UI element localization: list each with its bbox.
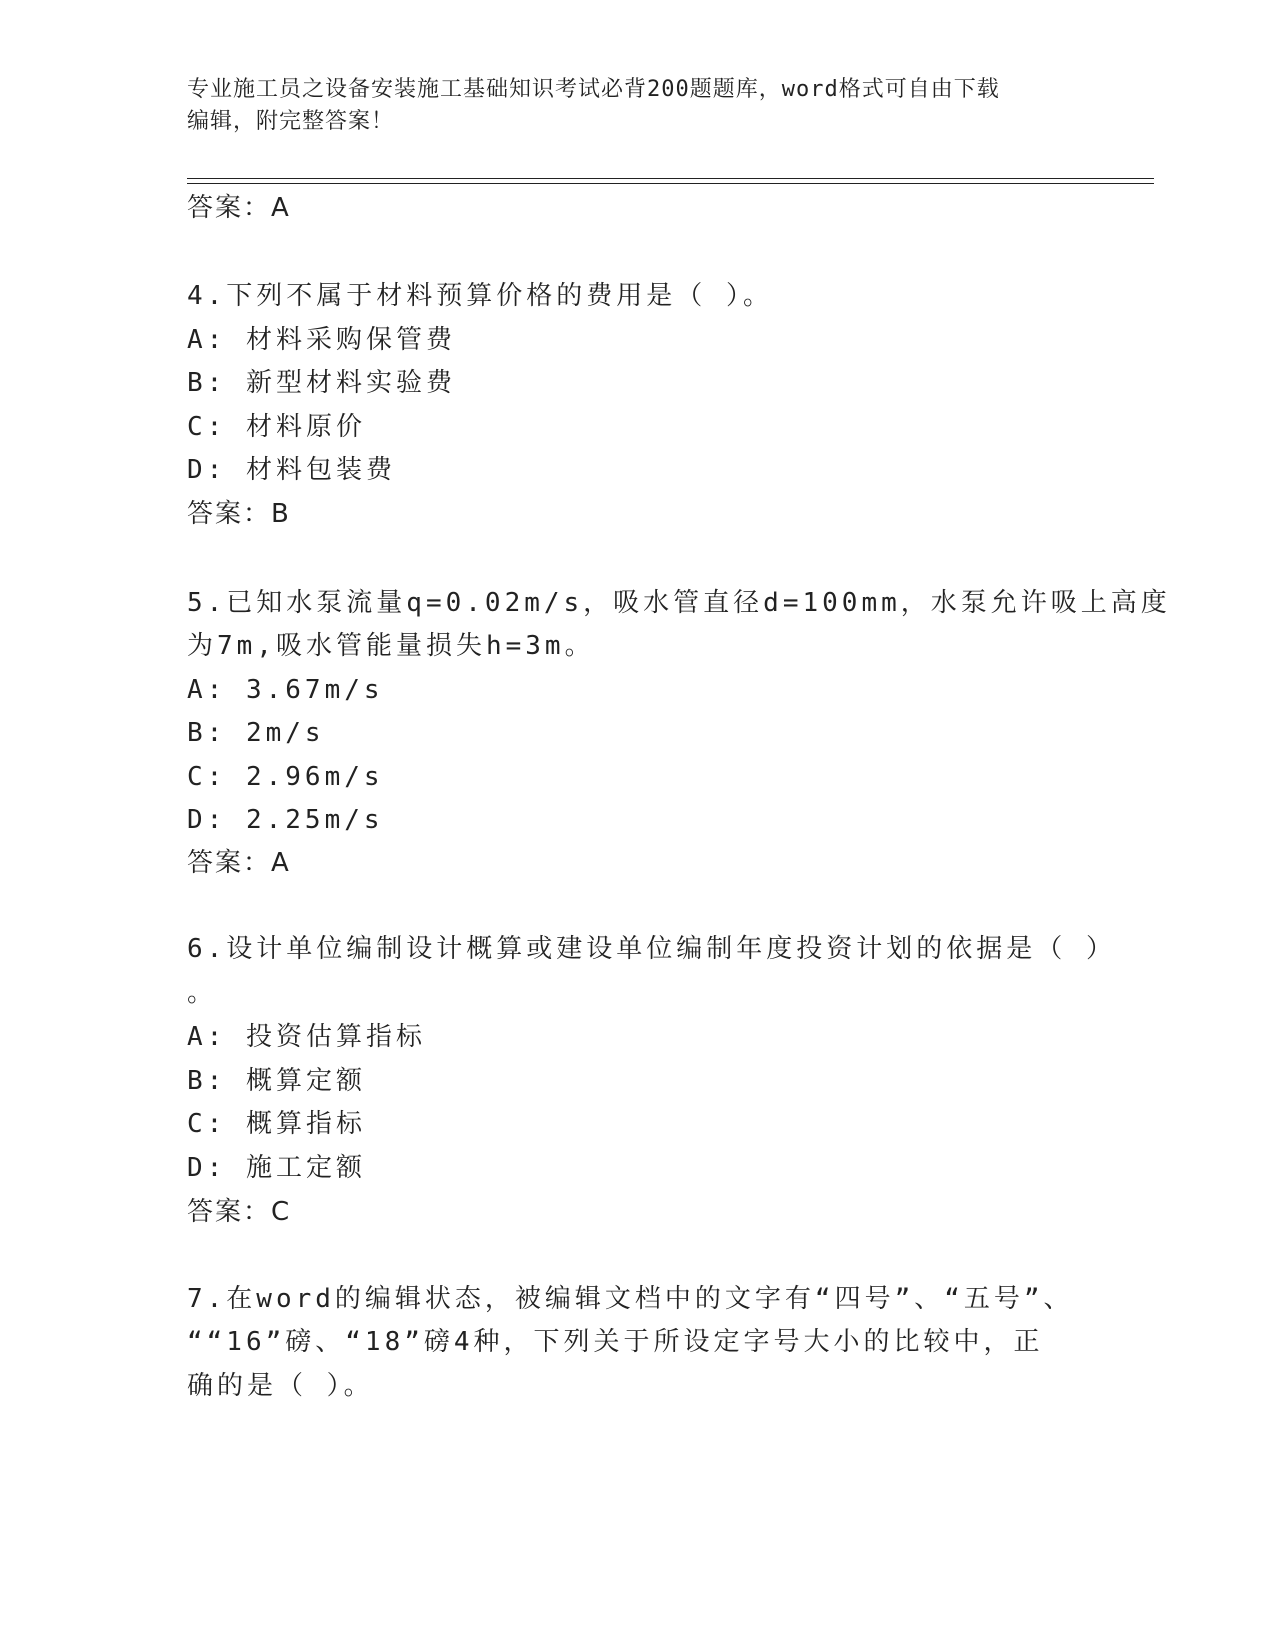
previous-answer: 答案：A bbox=[187, 193, 291, 223]
question-7-stem-line-1: 7.在word的编辑状态，被编辑文档中的文字有“四号”、“五号”、 bbox=[187, 1284, 1074, 1314]
question-6-option-b: B: 概算定额 bbox=[187, 1066, 366, 1096]
question-6-stem-line-1: 6.设计单位编制设计概算或建设单位编制年度投资计划的依据是（ ） bbox=[187, 934, 1116, 964]
question-5-option-b: B: 2m/s bbox=[187, 718, 325, 748]
question-5-stem-line-1: 5.已知水泵流量q=0.02m/s，吸水管直径d=100mm，水泵允许吸上高度 bbox=[187, 588, 1171, 618]
question-4-stem: 4.下列不属于材料预算价格的费用是（ ）。 bbox=[187, 281, 773, 311]
question-6-option-a: A: 投资估算指标 bbox=[187, 1022, 426, 1052]
question-4-option-b: B: 新型材料实验费 bbox=[187, 368, 456, 398]
question-6-answer: 答案：C bbox=[187, 1197, 292, 1227]
question-5-stem-line-2: 为7m,吸水管能量损失h=3m。 bbox=[187, 631, 595, 661]
question-7-stem-line-2: ““16”磅、“18”磅4种，下列关于所设定字号大小的比较中，正 bbox=[187, 1327, 1044, 1357]
question-5-option-d: D: 2.25m/s bbox=[187, 805, 384, 835]
question-4-option-c: C: 材料原价 bbox=[187, 412, 366, 442]
question-7-stem-line-3: 确的是（ ）。 bbox=[187, 1371, 374, 1401]
question-6-option-d: D: 施工定额 bbox=[187, 1153, 366, 1183]
header-divider-top bbox=[187, 178, 1154, 179]
question-5-answer: 答案：A bbox=[187, 848, 291, 878]
question-6-stem-line-2: 。 bbox=[187, 978, 218, 1008]
header-title-line-2: 编辑，附完整答案！ bbox=[187, 109, 395, 134]
question-4-answer: 答案：B bbox=[187, 499, 291, 529]
question-6-option-c: C: 概算指标 bbox=[187, 1109, 366, 1139]
question-5-option-a: A: 3.67m/s bbox=[187, 675, 384, 705]
question-4-option-a: A: 材料采购保管费 bbox=[187, 325, 456, 355]
question-5-option-c: C: 2.96m/s bbox=[187, 762, 384, 792]
question-4-option-d: D: 材料包装费 bbox=[187, 455, 396, 485]
header-title-line-1: 专业施工员之设备安装施工基础知识考试必背200题题库，word格式可自由下载 bbox=[187, 77, 1000, 102]
document-header bbox=[187, 74, 1067, 138]
header-divider-bottom bbox=[187, 183, 1154, 184]
